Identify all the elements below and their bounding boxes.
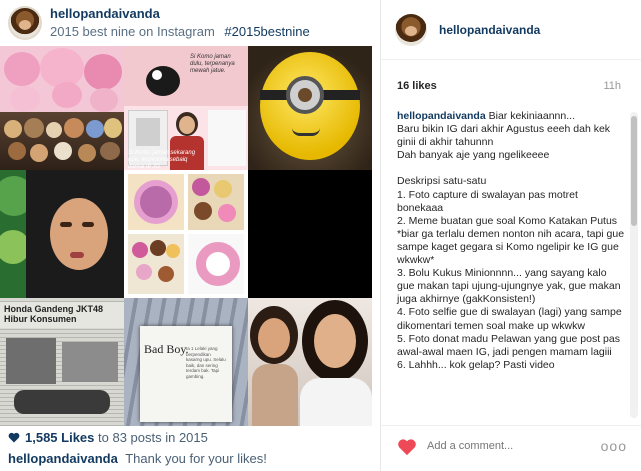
- more-options-icon[interactable]: ooo: [600, 438, 627, 454]
- comment-bar: [381, 425, 641, 471]
- timestamp: 11h: [603, 80, 621, 92]
- avatar[interactable]: [395, 14, 427, 46]
- caption-text: Thank you for your likes!: [125, 451, 267, 466]
- photo-two-girls: [248, 298, 372, 426]
- photo-komo-meme: [124, 46, 248, 170]
- avatar[interactable]: [8, 6, 42, 40]
- book-title: Bad Boy.: [144, 342, 189, 356]
- comment-username[interactable]: hellopandaivanda: [397, 110, 486, 122]
- post-footer: [0, 426, 372, 471]
- video-dark: [248, 170, 372, 298]
- comment-text: Biar kekiniaannn... Baru bikin IG dari akhir Agustus eeeh dah kek ginii di akhir tahunnn Dah banyak aje yang ngelikeeee Deskripsi satu-satu 1. Foto capture di swalayan pas motret bonekaaa 2. Meme buatan gue soal Komo Katakan Putus *biar ga terlalu demen nonton nih acara, tapi gue sampe kaget gegara si Komo ngelipir ke IG gue wkwkw* 3. Bolu Kukus Minionnnn... yang sayang kalo gue makan tapi ujung-ujungnye yak, gue makan juga akhirnye (gakKonsisten!) 4. Foto selfie gue di swalayan (lagi) yang sampe dikomentari temen soal make up wkwkw 5. Foto donat madu Pelawan yang gue post pas awal-awal maen IG, jadi pengen mamam lagiii 6. Lahhh... kok gelap? Pasti video: [397, 110, 625, 371]
- newspaper-headline: Honda Gandeng JKT48 Hibur Konsumen: [4, 304, 104, 324]
- subtitle-text: 2015 best nine on Instagram: [50, 24, 215, 39]
- comment-scrollbar[interactable]: [630, 112, 638, 418]
- caption-username[interactable]: hellopandaivanda: [8, 451, 118, 466]
- photo-newspaper: [0, 298, 124, 426]
- likes-count: 1,585 Likes: [25, 430, 95, 445]
- hashtag-link[interactable]: #2015bestnine: [224, 24, 310, 39]
- post-username[interactable]: hellopandaivanda: [50, 6, 160, 21]
- selfie-caption: Si Komo jaman sekarang gue, terpesona sebaiq damai di JG: [128, 150, 196, 170]
- post-caption: [8, 451, 267, 466]
- likes-rest: to 83 posts in 2015: [98, 430, 208, 445]
- heart-icon: [8, 432, 20, 443]
- heart-icon[interactable]: [397, 438, 417, 456]
- likes-count[interactable]: 16 likes: [397, 80, 437, 92]
- caption-comment: [397, 110, 625, 420]
- photo-donuts: [124, 170, 248, 298]
- best-nine-grid[interactable]: [0, 46, 372, 426]
- photo-book: [124, 298, 248, 426]
- komo-caption: Si Komo jaman dulu, terpenanya mewah jatue.: [190, 54, 235, 74]
- post-subtitle: [50, 24, 310, 39]
- scrollbar-thumb[interactable]: [631, 116, 637, 226]
- comment-input[interactable]: [427, 440, 597, 452]
- panel-username[interactable]: hellopandaivanda: [439, 23, 541, 37]
- comments-panel: [380, 0, 640, 471]
- panel-header: [381, 0, 641, 60]
- post-header: [0, 0, 372, 44]
- photo-plush-toys: [0, 46, 124, 170]
- likes-summary: [8, 430, 208, 445]
- photo-selfie: [0, 170, 124, 298]
- post-meta: [397, 80, 625, 96]
- photo-minion-cake: [248, 46, 372, 170]
- book-text: Ia 1 Lelaki yang berpendikan kasarng upu. Selalu baik, dan sering terdam bak. Tapi gambing.: [186, 346, 226, 379]
